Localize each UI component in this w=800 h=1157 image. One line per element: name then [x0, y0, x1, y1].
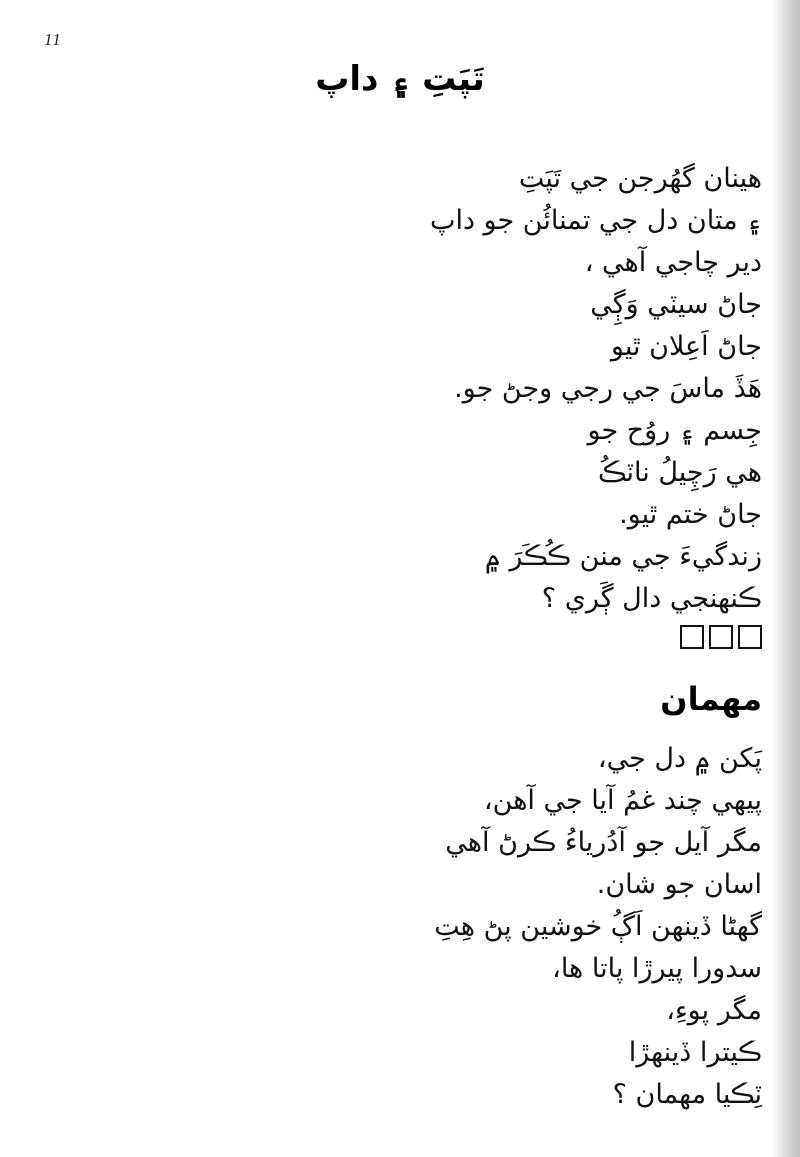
poem-line: ڪنهنجي دال ڳَري ؟ — [541, 583, 762, 614]
poem-body — [434, 738, 762, 1116]
poem-line: پيهي چند غمُ آيا جي آهن، — [483, 785, 762, 816]
poem-line: هي رَچِيلُ ناٽڪُ — [598, 457, 762, 488]
poem-line: جِسم ۽ روُح جو — [587, 415, 762, 446]
poem-title: تَپَتِ ۽ داپ — [315, 59, 485, 99]
poem-line: مگر آيل جو آدُرياءُ ڪرڻ آهي — [445, 827, 762, 858]
poem-line: زندگيءَ جي منن ڪُڪَرَ ۾ — [484, 541, 762, 572]
poem-line: هينان گهُرجن جي تَپَتِ — [518, 163, 762, 194]
poem-line: ٽِڪيا مهمان ؟ — [612, 1079, 762, 1110]
section-end-marks — [680, 625, 762, 649]
poem-line: مگر پوءِ، — [666, 995, 762, 1026]
poem-body — [430, 158, 762, 620]
poem-line: جاڻ سيٽي وَڳِي — [590, 289, 762, 320]
page-number: 11 — [44, 30, 62, 49]
poem-line: جاڻ اَعِلان ٿيو — [610, 331, 762, 362]
poem-line: اسان جو شان. — [596, 869, 762, 900]
end-mark-square-icon — [709, 625, 733, 649]
end-mark-square-icon — [738, 625, 762, 649]
end-mark-square-icon — [680, 625, 704, 649]
page-edge-shadow — [772, 0, 800, 1157]
poem-line: ڪيترا ڏينهڙا — [628, 1037, 762, 1068]
poem-heading: مهمان — [660, 680, 762, 718]
poem-line: جاڻ ختم ٿيو. — [619, 499, 762, 530]
poem-line: گهڻا ڏينهن اَڳُ خوشين پڻ هِتِ — [434, 911, 762, 942]
poem-line: سدورا پيرڙا پاتا ها، — [552, 953, 762, 984]
poem-line: ۽ متان دل جي تمنائُن جو داپ — [430, 205, 762, 236]
poem-line: دير چاجي آهي ، — [584, 247, 762, 278]
poem-line: هَڏَ ماسَ جي رجي وجڻ جو. — [454, 373, 762, 404]
poem-line: پَکن ۾ دل جي، — [597, 743, 762, 774]
